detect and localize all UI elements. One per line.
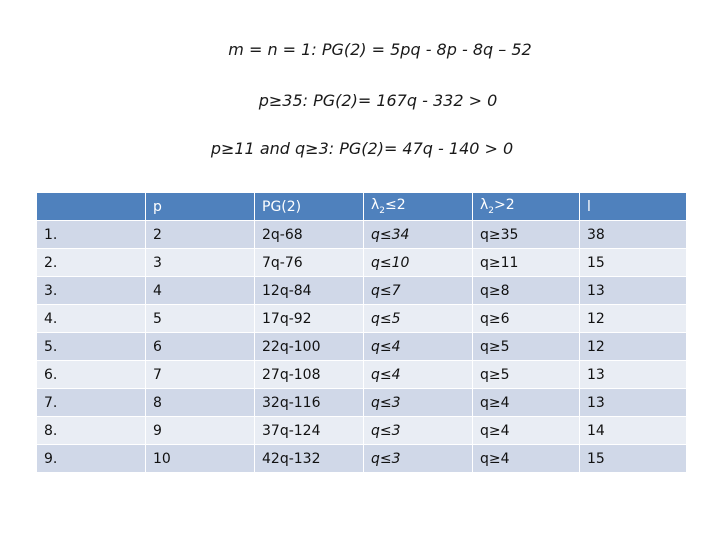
table-row — [37, 361, 687, 389]
header-row-index — [37, 193, 146, 221]
cell-l: 14 — [580, 417, 687, 445]
row-label: 8. — [37, 417, 146, 445]
header-pg2: PG(2) — [255, 193, 364, 221]
cell-pg2: 17q-92 — [255, 305, 364, 333]
cell-lambda-le: q≤7 — [364, 277, 473, 305]
header-p: p — [146, 193, 255, 221]
cell-lambda-gt: q≥8 — [473, 277, 580, 305]
cell-lambda-le: q≤5 — [364, 305, 473, 333]
cell-lambda-gt: q≥4 — [473, 417, 580, 445]
cell-lambda-gt: q≥5 — [473, 361, 580, 389]
row-label: 1. — [37, 221, 146, 249]
cell-l: 15 — [580, 445, 687, 473]
cell-l: 13 — [580, 277, 687, 305]
row-label: 7. — [37, 389, 146, 417]
header-lambda-gt: $\lambda_2>2$ — [473, 193, 580, 221]
cell-pg2: 12q-84 — [255, 277, 364, 305]
cell-pg2: 7q-76 — [255, 249, 364, 277]
cell-lambda-gt: q≥4 — [473, 389, 580, 417]
cell-p: 10 — [146, 445, 255, 473]
cell-lambda-gt: q≥4 — [473, 445, 580, 473]
table-row — [37, 417, 687, 445]
table-row — [37, 277, 687, 305]
cell-lambda-gt: q≥35 — [473, 221, 580, 249]
cell-lambda-gt: q≥5 — [473, 333, 580, 361]
cell-p: 9 — [146, 417, 255, 445]
table-row — [37, 445, 687, 473]
cell-l: 13 — [580, 389, 687, 417]
cell-lambda-le: q≤4 — [364, 333, 473, 361]
cell-l: 12 — [580, 333, 687, 361]
cell-pg2: 37q-124 — [255, 417, 364, 445]
table-row — [37, 389, 687, 417]
cell-l: 13 — [580, 361, 687, 389]
table-row — [37, 221, 687, 249]
cell-lambda-gt: q≥11 — [473, 249, 580, 277]
cell-p: 3 — [146, 249, 255, 277]
cell-p: 2 — [146, 221, 255, 249]
cell-l: 15 — [580, 249, 687, 277]
header-l: l — [580, 193, 687, 221]
row-label: 6. — [37, 361, 146, 389]
cell-l: 38 — [580, 221, 687, 249]
table-row — [37, 333, 687, 361]
cell-lambda-le: q≤3 — [364, 389, 473, 417]
table-row — [37, 249, 687, 277]
cell-p: 5 — [146, 305, 255, 333]
table-row — [37, 305, 687, 333]
equation-line-2: p≥35: PG(2)= 167q - 332 > 0 — [258, 91, 498, 110]
cell-p: 8 — [146, 389, 255, 417]
cell-p: 6 — [146, 333, 255, 361]
cell-p: 4 — [146, 277, 255, 305]
cell-lambda-le: q≤3 — [364, 445, 473, 473]
cell-pg2: 2q-68 — [255, 221, 364, 249]
cell-pg2: 27q-108 — [255, 361, 364, 389]
equation-line-1: m = n = 1: PG(2) = 5pq - 8p - 8q – 52 — [228, 40, 532, 59]
cell-lambda-gt: q≥6 — [473, 305, 580, 333]
equation-line-3: p≥11 and q≥3: PG(2)= 47q - 140 > 0 — [210, 139, 514, 158]
table-header-row — [37, 193, 687, 221]
row-label: 9. — [37, 445, 146, 473]
cell-lambda-le: q≤34 — [364, 221, 473, 249]
cell-l: 12 — [580, 305, 687, 333]
cell-lambda-le: q≤3 — [364, 417, 473, 445]
cell-pg2: 22q-100 — [255, 333, 364, 361]
row-label: 3. — [37, 277, 146, 305]
cell-pg2: 32q-116 — [255, 389, 364, 417]
row-label: 2. — [37, 249, 146, 277]
header-lambda-le: $\lambda_2\le 2$ — [364, 193, 473, 221]
row-label: 5. — [37, 333, 146, 361]
results-table — [36, 192, 687, 473]
cell-lambda-le: q≤4 — [364, 361, 473, 389]
row-label: 4. — [37, 305, 146, 333]
cell-lambda-le: q≤10 — [364, 249, 473, 277]
cell-p: 7 — [146, 361, 255, 389]
cell-pg2: 42q-132 — [255, 445, 364, 473]
